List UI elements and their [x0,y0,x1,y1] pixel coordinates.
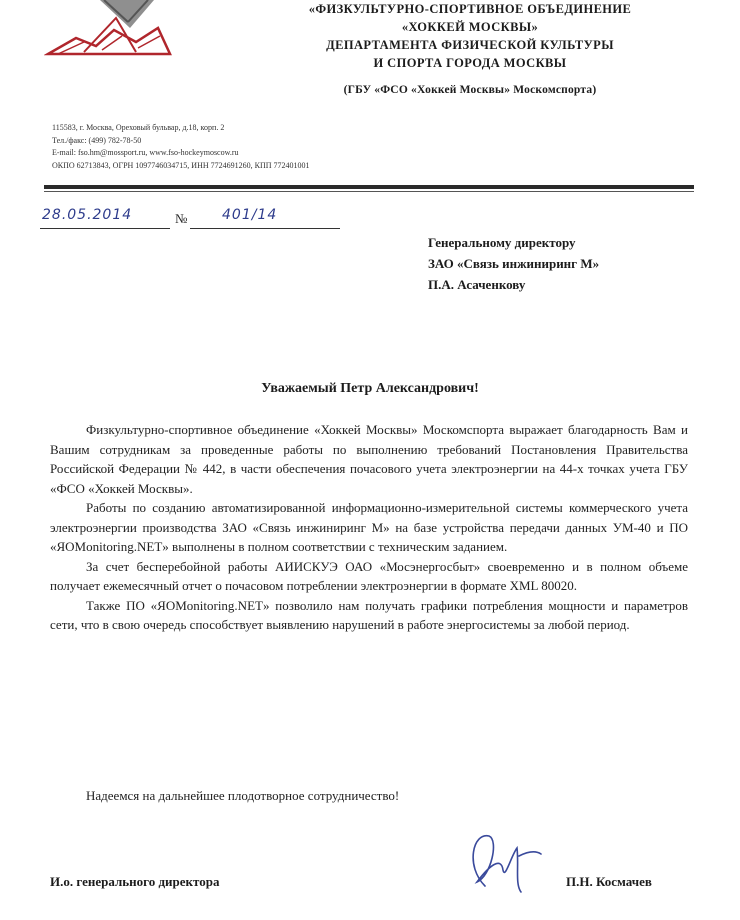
outgoing-date: 28.05.2014 [42,207,133,223]
letter-body [50,420,688,635]
addressee-block [428,232,728,295]
body-paragraph: Физкультурно-спортивное объединение «Хоккей Москвы» Москомспорта выражает благодарность Вам и Вашим сотрудникам за проведенные работы по выполнению требований Постановления Правительства Российской Федерации № 442, в части обеспечения почасового учета электроэнергии на 44-х точках учета ГБУ «ФСО «Хоккей Москвы». [50,422,688,496]
body-paragraph: Также ПО «ЯОMonitoring.NET» позволило нам получать графики потребления мощности и параметров сети, что в свою очередь способствует выявлению нарушений в работе энергосистемы за любой период. [50,597,688,632]
contact-registration: ОКПО 62713843, ОГРН 1097746034715, ИНН 7724691260, КПП 772401001 [52,160,310,170]
letterhead-divider [44,185,694,189]
org-title-line: И СПОРТА ГОРОДА МОСКВЫ [373,56,567,70]
closing-line: Надеемся на дальнейшее плодотворное сотрудничество! [86,788,400,803]
hockey-moscow-logo [44,0,174,56]
outgoing-number: 401/14 [222,207,278,223]
organization-short-name: (ГБУ «ФСО «Хоккей Москвы» Москомспорта) [343,84,597,96]
addressee-position: Генеральному директору [428,235,576,250]
signatory-title: И.о. генерального директора [50,874,220,889]
contact-address: 115583, г. Москва, Ореховый бульвар, д.18, корп. 2 [52,123,225,132]
addressee-name: П.А. Асаченкову [428,277,526,292]
organization-title [250,0,690,72]
org-title-line: ДЕПАРТАМЕНТА ФИЗИЧЕСКОЙ КУЛЬТУРЫ [326,38,614,52]
body-paragraph: За счет бесперебойной работы АИИСКУЭ ОАО «Мосэнергосбыт» своевременно и в полном объеме получает ежемесячный отчет о почасовом потреблении электроэнергии в формате XML 80020. [50,558,688,593]
org-title-line: «ФИЗКУЛЬТУРНО-СПОРТИВНОЕ ОБЪЕДИНЕНИЕ [308,2,632,16]
letterhead-divider-thin [44,191,694,192]
org-title-line: «ХОККЕЙ МОСКВЫ» [401,20,539,34]
body-paragraph: Работы по созданию автоматизированной информационно-измерительной системы коммерческого учета электроэнергии производства ЗАО «Связь инжиниринг М» на базе устройства передачи данных УМ-40 и ПО «ЯОMonitoring.NET» выполнены в полном соответствии с техническим заданием. [50,500,688,554]
contact-info [52,122,512,172]
contact-email: E-mail: fso.hm@mossport.ru, www.fso-hockeymoscow.ru [52,148,239,157]
salutation: Уважаемый Петр Александрович! [261,381,479,396]
contact-phone: Тел./факс: (499) 782-78-50 [52,135,142,145]
outgoing-number-label: № [175,211,188,226]
signatory-name: П.Н. Космачев [566,874,652,889]
addressee-company: ЗАО «Связь инжиниринг М» [428,256,600,271]
number-underline [190,228,340,229]
date-underline [40,228,170,229]
handwritten-signature [455,826,545,898]
